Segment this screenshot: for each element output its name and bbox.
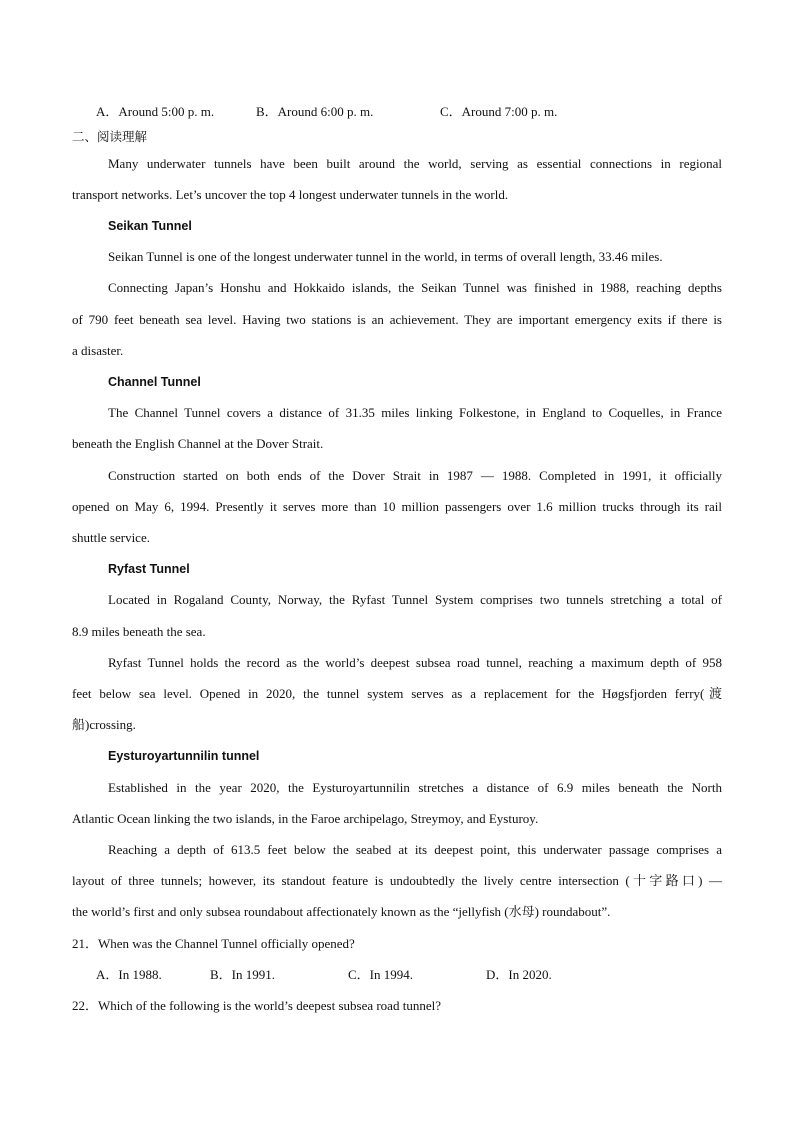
intro-line-2: transport networks. Let’s uncover the top 4 longest underwater tunnels in the world. bbox=[72, 187, 509, 202]
prev-option-b bbox=[256, 103, 373, 121]
option-text: Around 7:00 p. m. bbox=[461, 104, 558, 119]
ryfast-p2-line-1: Ryfast Tunnel holds the record as the world’s deepest subsea road tunnel, reaching a maximum depth of 958 bbox=[108, 655, 722, 670]
ryfast-p2-line-2: feet below sea level. Opened in 2020, the tunnel system serves as a replacement for the Høgsfjorden ferry(渡 bbox=[72, 686, 722, 701]
eysturoy-p1-line-1: Established in the year 2020, the Eysturoyartunnilin stretches a distance of 6.9 miles beneath the North bbox=[108, 780, 722, 795]
option-letter: B． bbox=[256, 104, 278, 119]
prev-option-c bbox=[440, 103, 557, 121]
q21-option-d bbox=[486, 966, 552, 984]
seikan-p2-line-3: a disaster. bbox=[72, 343, 124, 358]
q21-option-c bbox=[348, 966, 413, 984]
option-text: In 2020. bbox=[508, 967, 552, 982]
ryfast-p1-line-2: 8.9 miles beneath the sea. bbox=[72, 624, 206, 639]
option-letter: A． bbox=[96, 967, 119, 982]
heading-eysturoy: Eysturoyartunnilin tunnel bbox=[108, 749, 260, 763]
q21-option-a bbox=[96, 966, 162, 984]
option-letter: C． bbox=[348, 967, 370, 982]
seikan-p2-line-2: of 790 feet beneath sea level. Having two stations is an achievement. They are important emergency exits if there is bbox=[72, 312, 722, 327]
option-letter: D． bbox=[486, 967, 509, 982]
option-letter: B． bbox=[210, 967, 232, 982]
prev-option-a bbox=[96, 103, 214, 121]
option-text: In 1994. bbox=[369, 967, 414, 982]
intro-line-1: Many underwater tunnels have been built around the world, serving as essential connections in regional bbox=[108, 156, 722, 171]
eysturoy-p2-line-3: the world’s first and only subsea roundabout affectionately known as the “jellyfish (水母) roundabout”. bbox=[72, 904, 611, 919]
channel-p2-line-2: opened on May 6, 1994. Presently it serves more than 10 million passengers over 1.6 million trucks through its rail bbox=[72, 499, 722, 514]
option-text: Around 5:00 p. m. bbox=[118, 104, 215, 119]
section-title: 二、阅读理解 bbox=[72, 129, 148, 144]
eysturoy-p2-line-2: layout of three tunnels; however, its standout feature is undoubtedly the lively centre intersection (十字路口) — bbox=[72, 873, 722, 888]
seikan-p2-line-1: Connecting Japan’s Honshu and Hokkaido islands, the Seikan Tunnel was finished in 1988, reaching depths bbox=[108, 280, 722, 295]
option-letter: A． bbox=[96, 104, 119, 119]
question-22-stem: 22．Which of the following is the world’s deepest subsea road tunnel? bbox=[72, 998, 441, 1013]
ryfast-p2-line-3: 船)crossing. bbox=[72, 717, 136, 732]
ryfast-p1-line-1: Located in Rogaland County, Norway, the Ryfast Tunnel System comprises two tunnels stretching a total of bbox=[108, 592, 722, 607]
channel-p1-line-2: beneath the English Channel at the Dover Strait. bbox=[72, 436, 324, 451]
seikan-p1: Seikan Tunnel is one of the longest underwater tunnel in the world, in terms of overall length, 33.46 miles. bbox=[108, 249, 663, 264]
eysturoy-p1-line-2: Atlantic Ocean linking the two islands, in the Faroe archipelago, Streymoy, and Eysturoy. bbox=[72, 811, 539, 826]
option-text: Around 6:00 p. m. bbox=[277, 104, 374, 119]
heading-channel: Channel Tunnel bbox=[108, 375, 201, 389]
channel-p1-line-1: The Channel Tunnel covers a distance of 31.35 miles linking Folkestone, in England to Coquelles, in France bbox=[108, 405, 722, 420]
option-letter: C． bbox=[440, 104, 462, 119]
option-text: In 1991. bbox=[231, 967, 276, 982]
q21-option-b bbox=[210, 966, 275, 984]
channel-p2-line-3: shuttle service. bbox=[72, 530, 150, 545]
question-21-stem: 21．When was the Channel Tunnel officially opened? bbox=[72, 936, 355, 951]
heading-ryfast: Ryfast Tunnel bbox=[108, 562, 190, 576]
option-text: In 1988. bbox=[118, 967, 162, 982]
channel-p2-line-1: Construction started on both ends of the Dover Strait in 1987 — 1988. Completed in 1991, it officially bbox=[108, 468, 722, 483]
eysturoy-p2-line-1: Reaching a depth of 613.5 feet below the seabed at its deepest point, this underwater passage comprises a bbox=[108, 842, 722, 857]
heading-seikan: Seikan Tunnel bbox=[108, 219, 192, 233]
